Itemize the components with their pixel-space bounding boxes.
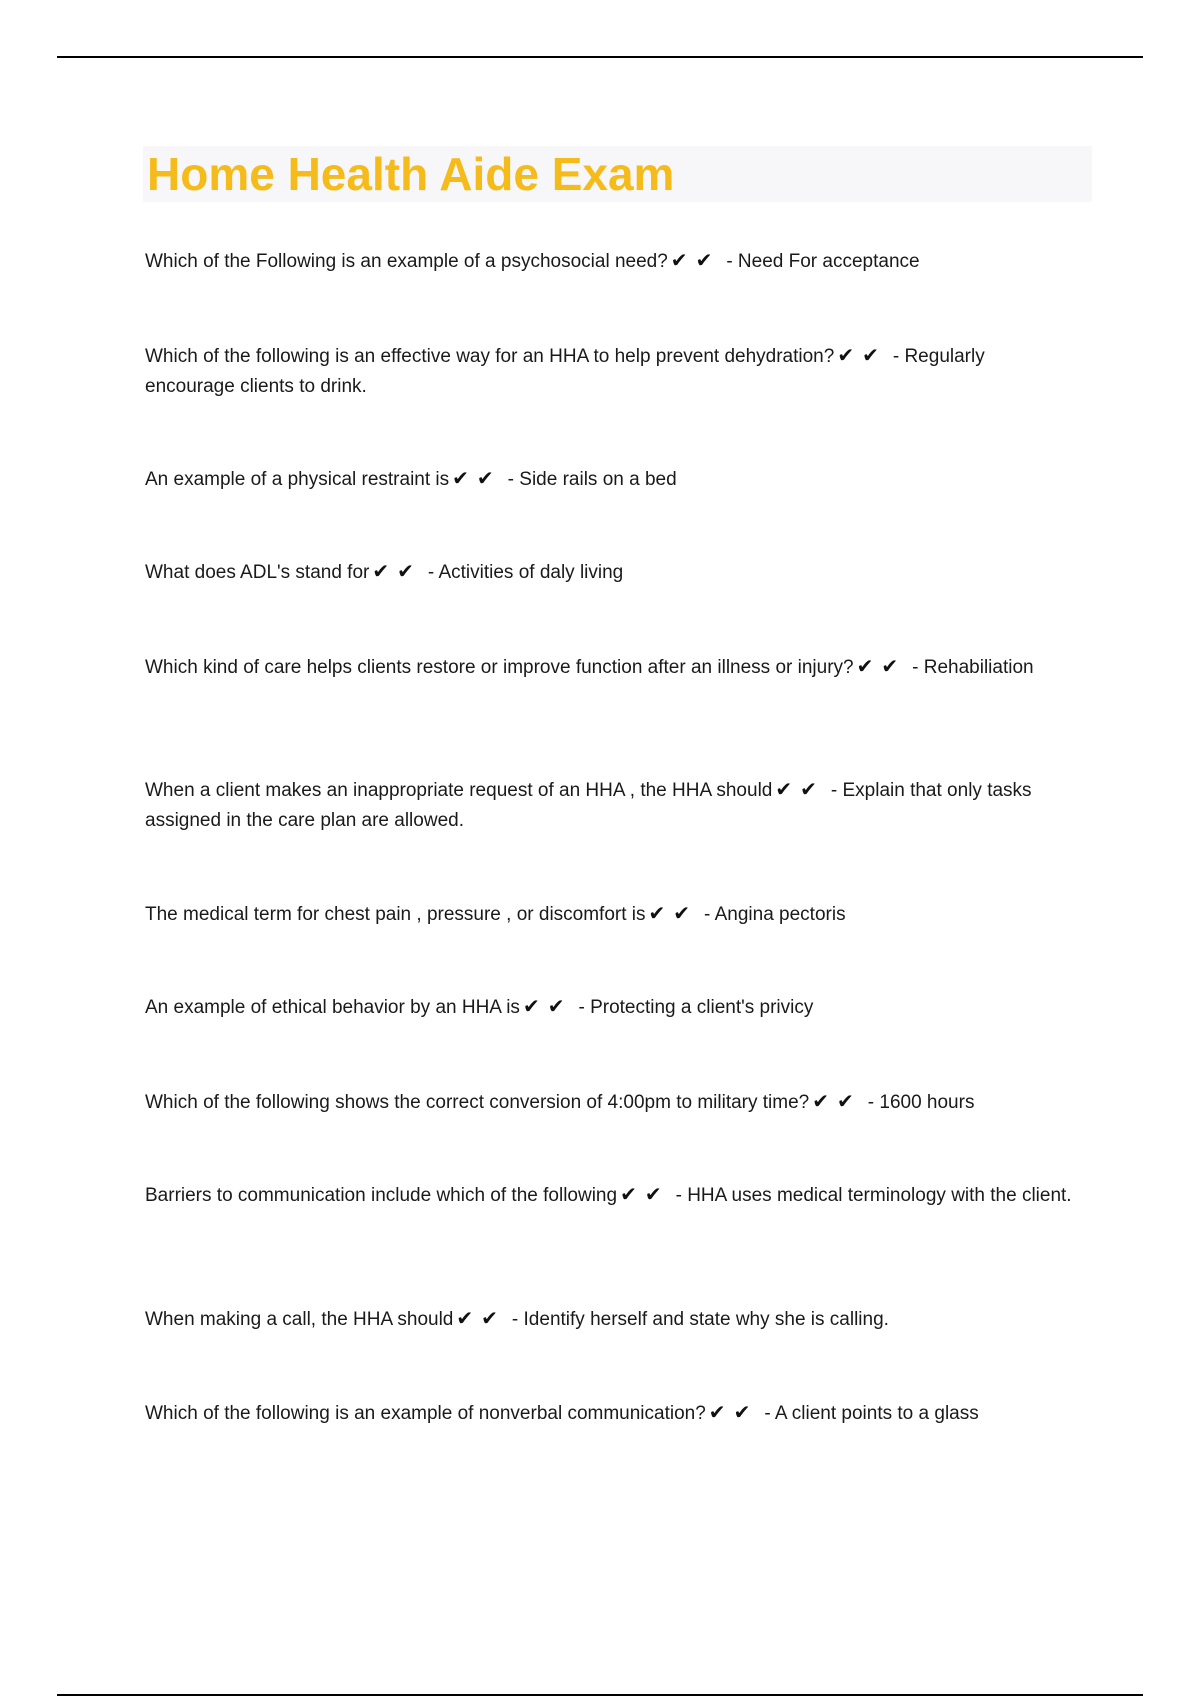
answer-text: - Identify herself and state why she is calling.	[511, 1309, 889, 1330]
check-icon: ✔	[522, 994, 548, 1018]
question-text: Which of the following is an example of nonverbal communication?	[145, 1403, 706, 1424]
qa-item	[145, 991, 1075, 1023]
check-icon: ✔	[670, 248, 696, 272]
question-text: When a client makes an inappropriate request of an HHA , the HHA should	[145, 780, 773, 801]
check-icon: ✔	[695, 248, 721, 272]
answer-text: - Side rails on a bed	[507, 469, 677, 490]
answer-text: - Explain that only tasks assigned in the care plan are allowed.	[145, 780, 1032, 831]
answer-text: - Angina pectoris	[704, 904, 846, 925]
check-icon: ✔	[648, 901, 674, 925]
double-check-icon	[671, 245, 721, 275]
check-icon: ✔	[812, 1089, 837, 1113]
answer-text: - Activities of daly living	[427, 562, 624, 583]
check-icon: ✔	[733, 1400, 759, 1424]
double-check-icon	[620, 1179, 670, 1209]
check-icon: ✔	[456, 1306, 482, 1330]
answer-text: - 1600 hours	[867, 1092, 975, 1113]
qa-item	[145, 1179, 1075, 1211]
answer-text: - HHA uses medical terminology with the client.	[675, 1185, 1072, 1206]
answer-text: - Regularly encourage clients to drink.	[145, 346, 985, 397]
question-text: Barriers to communication include which of the following	[145, 1185, 618, 1206]
check-icon: ✔	[708, 1400, 734, 1424]
double-check-icon	[709, 1397, 759, 1427]
check-icon: ✔	[862, 343, 887, 367]
qa-item	[145, 1303, 1075, 1335]
top-rule	[57, 56, 1143, 58]
question-text: What does ADL's stand for	[145, 562, 370, 583]
double-check-icon	[812, 1086, 862, 1116]
question-text: The medical term for chest pain , pressure , or discomfort is	[145, 904, 646, 925]
question-text: An example of ethical behavior by an HHA is	[145, 997, 520, 1018]
double-check-icon	[775, 774, 825, 804]
check-icon: ✔	[800, 777, 825, 801]
question-text: An example of a physical restraint is	[145, 469, 450, 490]
answer-text: - Need For acceptance	[726, 251, 920, 272]
check-icon: ✔	[775, 777, 801, 801]
double-check-icon	[372, 556, 422, 586]
answer-text: - Protecting a client's privicy	[578, 997, 814, 1018]
check-icon: ✔	[372, 559, 398, 583]
check-icon: ✔	[547, 994, 573, 1018]
qa-item	[145, 1397, 1075, 1429]
answer-text: - Rehabiliation	[912, 657, 1034, 678]
check-icon: ✔	[452, 466, 477, 490]
double-check-icon	[523, 991, 573, 1021]
answer-text: - A client points to a glass	[764, 1403, 979, 1424]
qa-item	[145, 245, 1075, 277]
double-check-icon	[837, 340, 887, 370]
document-title: Home Health Aide Exam	[147, 148, 675, 200]
check-icon: ✔	[673, 901, 699, 925]
qa-item	[145, 1086, 1075, 1118]
double-check-icon	[456, 1303, 506, 1333]
check-icon: ✔	[397, 559, 422, 583]
question-text: When making a call, the HHA should	[145, 1309, 454, 1330]
qa-item	[145, 651, 1075, 683]
qa-item	[145, 463, 1075, 495]
check-icon: ✔	[837, 1089, 862, 1113]
question-text: Which of the Following is an example of a psychosocial need?	[145, 251, 668, 272]
check-icon: ✔	[881, 654, 907, 678]
check-icon: ✔	[856, 654, 882, 678]
question-text: Which of the following shows the correct conversion of 4:00pm to military time?	[145, 1092, 810, 1113]
check-icon: ✔	[644, 1182, 670, 1206]
qa-item	[145, 898, 1075, 930]
check-icon: ✔	[620, 1182, 645, 1206]
question-text: Which of the following is an effective way for an HHA to help prevent dehydration?	[145, 346, 835, 367]
question-text: Which kind of care helps clients restore or improve function after an illness or injury?	[145, 657, 854, 678]
double-check-icon	[649, 898, 699, 928]
double-check-icon	[857, 651, 907, 681]
check-icon: ✔	[476, 466, 502, 490]
check-icon: ✔	[481, 1306, 506, 1330]
bottom-rule	[57, 1694, 1143, 1696]
qa-item	[145, 774, 1075, 836]
qa-item	[145, 340, 1075, 402]
double-check-icon	[452, 463, 502, 493]
check-icon: ✔	[837, 343, 863, 367]
qa-item	[145, 556, 1075, 588]
